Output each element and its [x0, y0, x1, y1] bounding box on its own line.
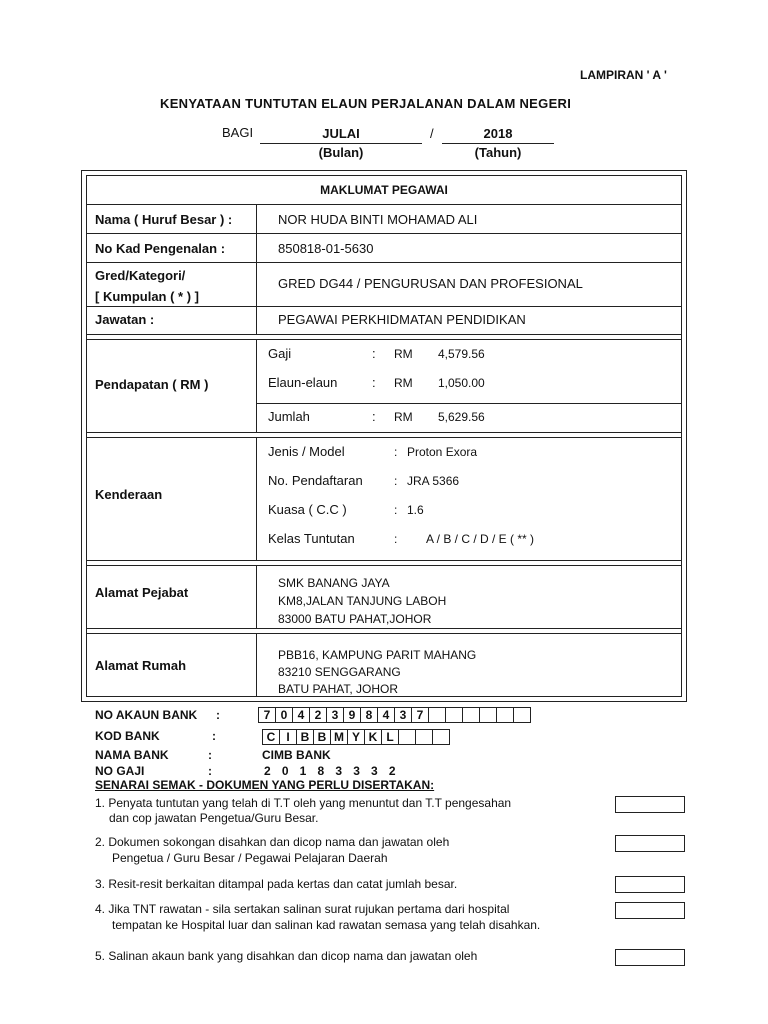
akaun-digit: 4 — [292, 707, 310, 723]
nama-bank-label: NAMA BANK — [95, 748, 169, 762]
akaun-digit: 4 — [377, 707, 395, 723]
kelas-colon: : — [394, 532, 398, 546]
checklist-item-1-line-2: dan cop jawatan Pengetua/Guru Besar. — [109, 811, 319, 825]
alamat-rumah-line-3: BATU PAHAT, JOHOR — [278, 682, 399, 696]
ic-value: 850818-01-5630 — [278, 241, 374, 256]
kod-bank-char: L — [381, 729, 399, 745]
checklist-checkbox-3[interactable] — [615, 876, 685, 893]
akaun-digit — [496, 707, 514, 723]
gred-value: GRED DG44 / PENGURUSAN DAN PROFESIONAL — [278, 276, 583, 291]
pendapatan-label: Pendapatan ( RM ) — [95, 377, 209, 392]
akaun-digit: 2 — [309, 707, 327, 723]
checklist-checkbox-2[interactable] — [615, 835, 685, 852]
elaun-name: Elaun-elaun — [268, 375, 338, 390]
kod-bank-char: M — [330, 729, 348, 745]
no-gaji-colon: : — [208, 764, 212, 778]
kelas-value: A / B / C / D / E ( ** ) — [426, 532, 535, 546]
kod-bank-char — [415, 729, 433, 745]
kelas-name: Kelas Tuntutan — [268, 531, 355, 546]
alamat-rumah-line-1: PBB16, KAMPUNG PARIT MAHANG — [278, 648, 477, 662]
jumlah-name: Jumlah — [268, 409, 310, 424]
akaun-digit: 9 — [343, 707, 361, 723]
gred-label-1: Gred/Kategori/ — [95, 268, 186, 283]
akaun-digit — [462, 707, 480, 723]
elaun-currency: RM — [394, 376, 413, 390]
checklist-item-2-line-2: Pengetua / Guru Besar / Pegawai Pelajaran Daerah — [112, 851, 388, 865]
kod-bank-char — [432, 729, 450, 745]
section-title: MAKLUMAT PEGAWAI — [320, 183, 448, 197]
kuasa-colon: : — [394, 503, 398, 517]
akaun-digit: 3 — [326, 707, 344, 723]
nama-bank-value: CIMB BANK — [262, 748, 331, 762]
checklist-item-3-line-1: 3. Resit-resit berkaitan ditampal pada kertas dan catat jumlah besar. — [95, 877, 458, 891]
alamat-pejabat-line-2: KM8,JALAN TANJUNG LABOH — [278, 594, 447, 608]
elaun-colon: : — [372, 375, 376, 390]
page-title: KENYATAAN TUNTUTAN ELAUN PERJALANAN DALAM NEGERI — [160, 96, 572, 111]
gaji-amount: 4,579.56 — [438, 347, 485, 361]
akaun-digit — [513, 707, 531, 723]
year-caption: (Tahun) — [474, 145, 522, 160]
jawatan-value: PEGAWAI PERKHIDMATAN PENDIDIKAN — [278, 312, 526, 327]
checklist-item-4-line-1: 4. Jika TNT rawatan - sila sertakan salinan surat rujukan pertama dari hospital — [95, 902, 510, 916]
checklist-item-5-line-1: 5. Salinan akaun bank yang disahkan dan dicop nama dan jawatan oleh — [95, 949, 478, 963]
kod-bank-char: B — [296, 729, 314, 745]
checklist-checkbox-5[interactable] — [615, 949, 685, 966]
kod-bank-char: I — [279, 729, 297, 745]
gaji-currency: RM — [394, 347, 413, 361]
pendaftaran-name: No. Pendaftaran — [268, 473, 363, 488]
jenis-name: Jenis / Model — [268, 444, 345, 459]
nama-value: NOR HUDA BINTI MOHAMAD ALI — [278, 212, 478, 227]
kuasa-value: 1.6 — [407, 503, 424, 517]
jenis-colon: : — [394, 445, 398, 459]
akaun-digit: 8 — [360, 707, 378, 723]
gaji-colon: : — [372, 346, 376, 361]
akaun-digit: 7 — [411, 707, 429, 723]
alamat-pejabat-label: Alamat Pejabat — [95, 585, 189, 600]
akaun-digit: 3 — [394, 707, 412, 723]
kuasa-name: Kuasa ( C.C ) — [268, 502, 347, 517]
kod-bank-char — [398, 729, 416, 745]
kenderaan-label: Kenderaan — [95, 487, 163, 502]
ic-label: No Kad Pengenalan : — [95, 241, 226, 256]
month-value: JULAI — [322, 126, 360, 141]
checklist-item-4-line-2: tempatan ke Hospital luar dan salinan kad rawatan semasa yang telah disahkan. — [112, 918, 541, 932]
checklist-item-1-line-1: 1. Penyata tuntutan yang telah di T.T oleh yang menuntut dan T.T pengesahan — [95, 796, 512, 810]
kod-bank-char: B — [313, 729, 331, 745]
bagi-label: BAGI — [222, 125, 254, 140]
checklist-checkbox-4[interactable] — [615, 902, 685, 919]
akaun-digit: 7 — [258, 707, 276, 723]
jumlah-currency: RM — [394, 410, 413, 424]
akaun-colon: : — [216, 708, 220, 722]
jenis-value: Proton Exora — [407, 445, 478, 459]
akaun-digit: 0 — [275, 707, 293, 723]
month-caption: (Bulan) — [318, 145, 364, 160]
kod-bank-char: Y — [347, 729, 365, 745]
elaun-amount: 1,050.00 — [438, 376, 485, 390]
year-value: 2018 — [483, 126, 513, 141]
pendaftaran-colon: : — [394, 474, 398, 488]
nama-label: Nama ( Huruf Besar ) : — [95, 212, 233, 227]
kod-bank-cells — [262, 729, 449, 745]
alamat-pejabat-line-3: 83000 BATU PAHAT,JOHOR — [278, 612, 432, 626]
kod-bank-label: KOD BANK — [95, 729, 160, 743]
akaun-digit-cells — [258, 707, 530, 723]
checklist-title: SENARAI SEMAK - DOKUMEN YANG PERLU DISERTAKAN: — [95, 778, 435, 792]
kod-bank-char: C — [262, 729, 280, 745]
pendaftaran-value: JRA 5366 — [407, 474, 460, 488]
checklist-item-2-line-1: 2. Dokumen sokongan disahkan dan dicop nama dan jawatan oleh — [95, 835, 450, 849]
alamat-rumah-label: Alamat Rumah — [95, 658, 187, 673]
kod-bank-char: K — [364, 729, 382, 745]
no-gaji-label: NO GAJI — [95, 764, 145, 778]
alamat-pejabat-line-1: SMK BANANG JAYA — [278, 576, 390, 590]
akaun-digit — [445, 707, 463, 723]
lampiran-label: LAMPIRAN ' A ' — [580, 68, 667, 82]
akaun-digit — [479, 707, 497, 723]
jawatan-label: Jawatan : — [95, 312, 155, 327]
gaji-name: Gaji — [268, 346, 292, 361]
gred-label-2: [ Kumpulan ( * ) ] — [95, 289, 199, 304]
akaun-label: NO AKAUN BANK — [95, 708, 198, 722]
jumlah-colon: : — [372, 409, 376, 424]
no-gaji-value: 2 0 1 8 3 3 3 2 — [264, 764, 398, 778]
nama-bank-colon: : — [208, 748, 212, 762]
kod-bank-colon: : — [212, 729, 216, 743]
date-separator: / — [430, 126, 434, 141]
checklist-checkbox-1[interactable] — [615, 796, 685, 813]
alamat-rumah-line-2: 83210 SENGGARANG — [278, 665, 401, 679]
jumlah-amount: 5,629.56 — [438, 410, 485, 424]
akaun-digit — [428, 707, 446, 723]
